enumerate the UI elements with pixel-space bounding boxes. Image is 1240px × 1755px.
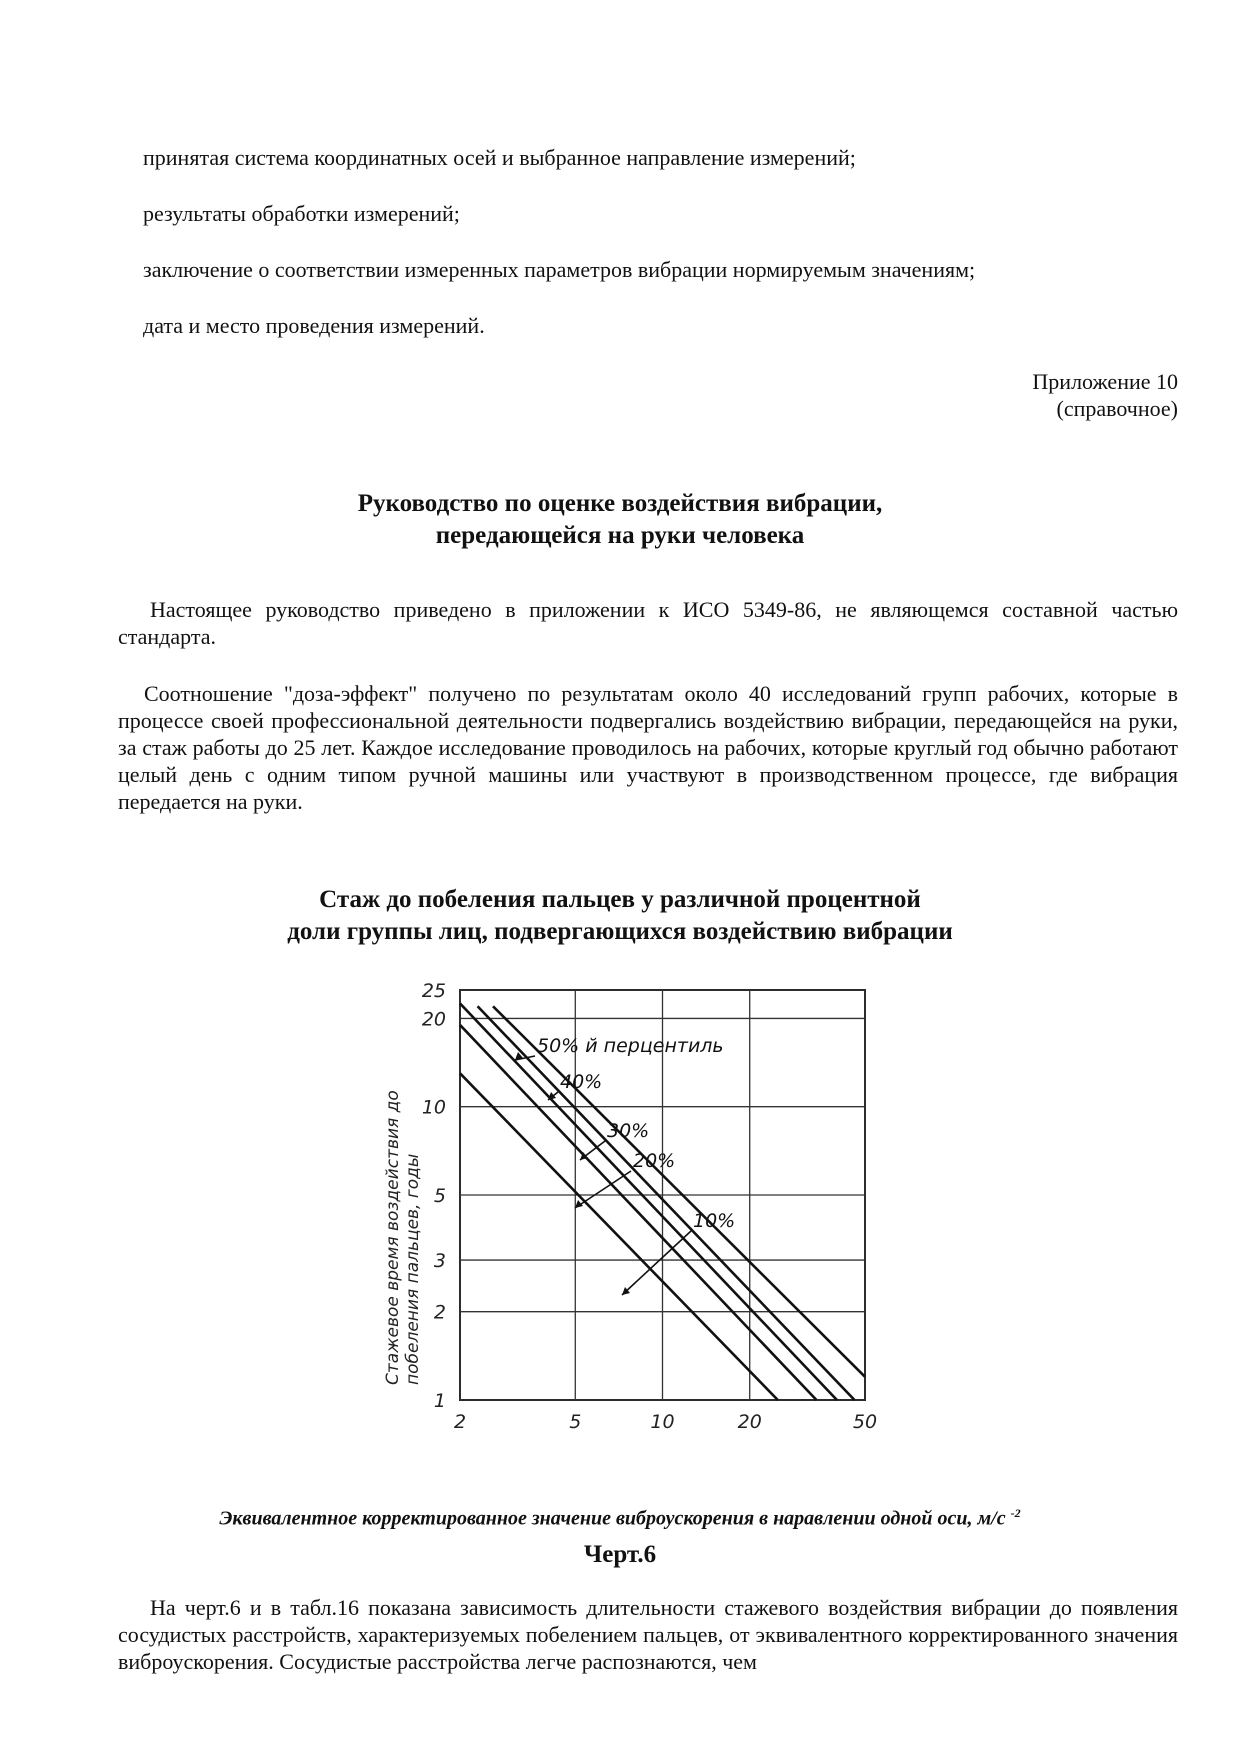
series-annotation: 50% й перцентиль	[537, 1035, 724, 1057]
chart-title	[0, 884, 1240, 948]
chart-title-line: доли группы лиц, подвергающихся воздействию вибрации	[287, 918, 953, 945]
paragraph-intro: Настоящее руководство приведено в приложении к ИСО 5349-86, не являющемся составной частью стандарта.	[118, 597, 1178, 649]
y-tick-label: 2	[433, 1301, 446, 1324]
series-line	[460, 1003, 837, 1400]
series-line	[460, 1025, 816, 1400]
paragraph-dose-effect: Соотношение "доза-эффект" получено по результатам около 40 исследований групп рабочих, которые в процессе своей профессиональной деятельности подвергались воздействию вибрации, передающейся на руки, за стаж работы до 25 лет. Каждое исследование проводилось на рабочих, которые круглый год обычно работают целый день с одним типом ручной машины или участвуют в производственном процессе, где вибрация передается на руки.	[118, 681, 1178, 814]
chart-title-line: Стаж до побеления пальцев у различной процентной	[319, 886, 921, 913]
y-axis-label-line: побеления пальцев, годы	[403, 1153, 423, 1385]
appendix-note: (справочное)	[1056, 396, 1178, 421]
y-tick-label: 3	[433, 1250, 446, 1273]
list-item: принятая система координатных осей и выбранное направление измерений;	[143, 145, 856, 170]
list-item: заключение о соответствии измеренных параметров вибрации нормируемым значениям;	[143, 257, 976, 282]
chart-svg	[370, 970, 890, 1440]
chart-caption	[0, 1500, 1240, 1532]
x-tick-label: 10	[650, 1411, 675, 1433]
list-item: результаты обработки измерений;	[143, 201, 460, 226]
x-tick-label: 20	[737, 1411, 762, 1433]
chart-caption-text: Эквивалентное корректированное значение виброускорения в наравлении одной оси, м/с	[219, 1507, 1006, 1530]
y-tick-label: 10	[421, 1096, 446, 1119]
series-annotation: 20%	[633, 1150, 676, 1172]
series-annotation: 30%	[607, 1120, 650, 1142]
list-item: дата и место проведения измерений.	[143, 313, 485, 338]
appendix-header	[778, 368, 1178, 422]
chart	[370, 970, 890, 1440]
main-title-line: Руководство по оценке воздействия вибрации,	[357, 490, 883, 517]
series-annotation: 40%	[560, 1071, 603, 1093]
y-tick-label: 25	[421, 980, 446, 1002]
chart-caption-unit-exponent: -2	[1010, 1506, 1021, 1520]
y-tick-label: 20	[421, 1008, 446, 1031]
y-tick-label: 5	[433, 1185, 446, 1207]
y-axis-label-line: Стажевое время воздействия до	[383, 1090, 403, 1385]
paragraph-chart-description: На черт.6 и в табл.16 показана зависимость длительности стажевого воздействия вибрации до появления сосудистых расстройств, характеризуемых побелением пальцев, от эквивалентного корректированного значения виброускорения. Сосудистые расстройства легче распознаются, чем	[118, 1595, 1178, 1674]
main-title	[0, 488, 1240, 552]
x-tick-label: 2	[453, 1411, 467, 1433]
series-line	[478, 1006, 855, 1400]
main-title-line: передающейся на руки человека	[435, 522, 805, 549]
x-tick-label: 5	[569, 1411, 582, 1433]
appendix-label: Приложение 10	[1032, 369, 1178, 394]
x-tick-label: 50	[852, 1411, 878, 1433]
figure-label: Черт.6	[583, 1541, 657, 1568]
series-annotation: 10%	[693, 1210, 736, 1232]
series-line	[493, 1006, 865, 1376]
annotation-arrow	[622, 1231, 691, 1295]
y-tick-label: 1	[433, 1390, 446, 1412]
